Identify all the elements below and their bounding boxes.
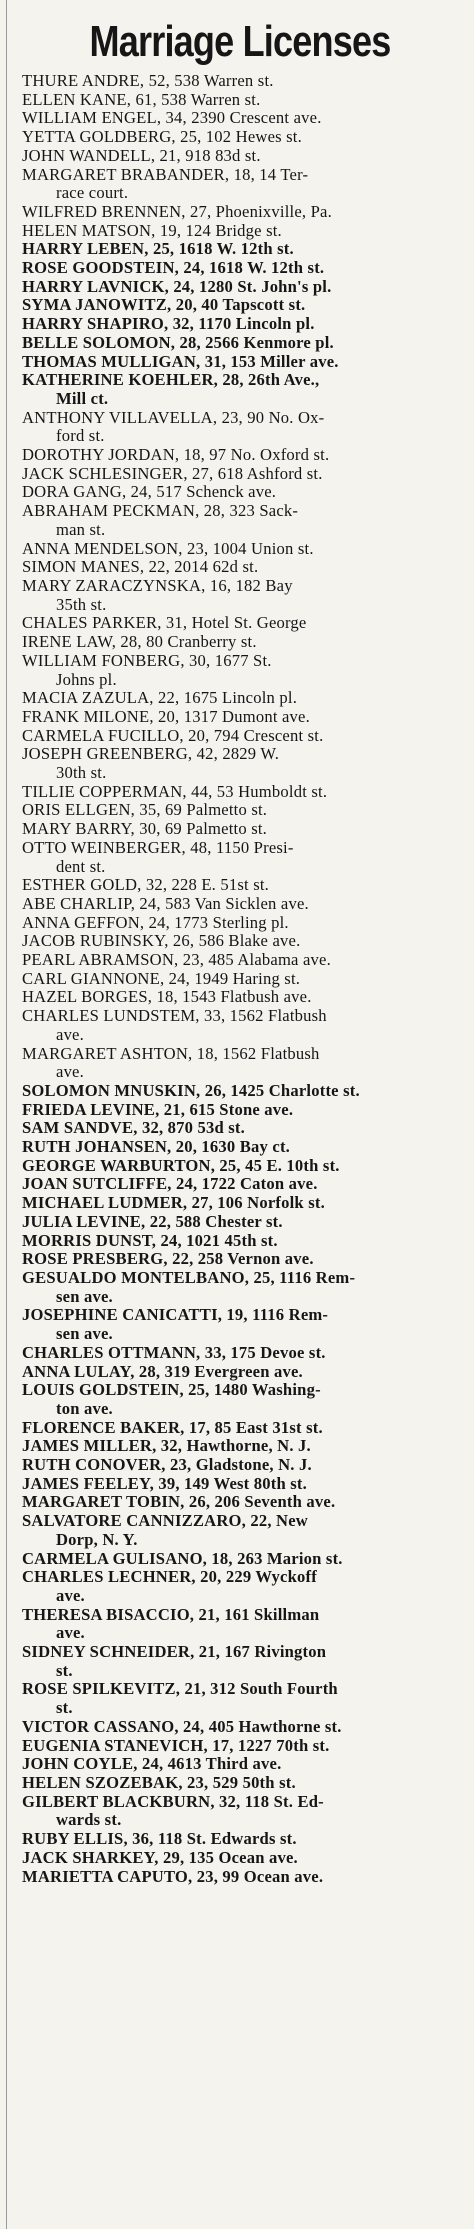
license-entry [22, 876, 466, 895]
entry-line: ANNA GEFFON, 24, 1773 Sterling pl. [22, 912, 289, 932]
entry-line: HARRY LEBEN, 25, 1618 W. 12th st. [22, 239, 294, 259]
entry-continuation: 30th st. [56, 763, 107, 783]
license-entry [22, 1606, 466, 1643]
license-entry [22, 540, 466, 559]
license-entry [22, 502, 466, 539]
entry-line: ELLEN KANE, 61, 538 Warren st. [22, 89, 261, 109]
license-entry [22, 1493, 466, 1512]
license-entry [22, 1680, 466, 1717]
entry-line: JOHN WANDELL, 21, 918 83d st. [22, 145, 261, 165]
license-entry [22, 446, 466, 465]
license-entry [22, 932, 466, 951]
license-entry [22, 222, 466, 241]
entry-line: MARY ZARACZYNSKA, 16, 182 Bay [22, 575, 293, 595]
license-entry [22, 278, 466, 297]
entry-line: SIDNEY SCHNEIDER, 21, 167 Rivington [22, 1642, 327, 1662]
entry-line: JOSEPHINE CANICATTI, 19, 1116 Rem- [22, 1305, 329, 1325]
entry-continuation: Dorp, N. Y. [56, 1529, 138, 1549]
entry-continuation: ton ave. [56, 1398, 113, 1418]
entry-line: CARMELA GULISANO, 18, 263 Marion st. [22, 1548, 343, 1568]
license-entry [22, 483, 466, 502]
entry-line: KATHERINE KOEHLER, 28, 26th Ave., [22, 370, 320, 390]
entry-continuation: ave. [56, 1623, 85, 1643]
entry-line: THERESA BISACCIO, 21, 161 Skillman [22, 1604, 320, 1624]
license-entry [22, 1082, 466, 1101]
license-entry [22, 652, 466, 689]
entry-line: MICHAEL LUDMER, 27, 106 Norfolk st. [22, 1193, 325, 1213]
entry-line: JOHN COYLE, 24, 4613 Third ave. [22, 1754, 282, 1774]
entry-line: WILLIAM ENGEL, 34, 2390 Crescent ave. [22, 108, 322, 128]
entry-continuation: sen ave. [56, 1324, 113, 1344]
license-entry [22, 315, 466, 334]
entry-line: MARY BARRY, 30, 69 Palmetto st. [22, 819, 268, 839]
license-entry [22, 1344, 466, 1363]
entry-continuation: dent st. [56, 856, 106, 876]
entry-continuation: ave. [56, 1024, 84, 1044]
entry-line: JAMES FEELEY, 39, 149 West 80th st. [22, 1473, 307, 1493]
license-entry [22, 371, 466, 408]
license-entry [22, 970, 466, 989]
license-entry [22, 558, 466, 577]
entry-line: HELEN SZOZEBAK, 23, 529 50th st. [22, 1772, 296, 1792]
license-entry [22, 1643, 466, 1680]
entry-line: YETTA GOLDBERG, 25, 102 Hewes st. [22, 127, 302, 147]
entry-line: THOMAS MULLIGAN, 31, 153 Miller ave. [22, 351, 339, 371]
license-entry [22, 1138, 466, 1157]
license-entry [22, 1419, 466, 1438]
entry-line: JULIA LEVINE, 22, 588 Chester st. [22, 1211, 283, 1231]
entry-line: ABRAHAM PECKMAN, 28, 323 Sack- [22, 501, 299, 521]
license-entry [22, 147, 466, 166]
license-entry [22, 614, 466, 633]
license-entry [22, 1718, 466, 1737]
entry-line: WILFRED BRENNEN, 27, Phoenixville, Pa. [22, 201, 332, 221]
entry-line: ROSE SPILKEVITZ, 21, 312 South Fourth [22, 1679, 338, 1699]
entry-line: OTTO WEINBERGER, 48, 1150 Presi- [22, 837, 294, 857]
entry-line: JAMES MILLER, 32, Hawthorne, N. J. [22, 1436, 311, 1456]
entry-line: VICTOR CASSANO, 24, 405 Hawthorne st. [22, 1716, 342, 1736]
license-entry [22, 109, 466, 128]
entry-continuation: Johns pl. [56, 669, 117, 689]
entry-line: CARL GIANNONE, 24, 1949 Haring st. [22, 968, 301, 988]
license-entry [22, 1306, 466, 1343]
license-entry [22, 1512, 466, 1549]
license-entry [22, 1793, 466, 1830]
entry-line: ABE CHARLIP, 24, 583 Van Sicklen ave. [22, 893, 309, 913]
entry-line: ESTHER GOLD, 32, 228 E. 51st st. [22, 875, 270, 895]
license-entry [22, 1045, 466, 1082]
license-entry [22, 988, 466, 1007]
entry-line: HELEN MATSON, 19, 124 Bridge st. [22, 220, 282, 240]
license-entry [22, 91, 466, 110]
license-entry [22, 633, 466, 652]
entry-continuation: st. [56, 1698, 73, 1718]
entry-line: IRENE LAW, 28, 80 Cranberry st. [22, 632, 257, 652]
entry-continuation: ford st. [56, 426, 105, 446]
entry-continuation: wards st. [56, 1810, 122, 1830]
entry-line: CHARLES LECHNER, 20, 229 Wyckoff [22, 1567, 317, 1587]
entry-line: GEORGE WARBURTON, 25, 45 E. 10th st. [22, 1155, 340, 1175]
entry-line: CHALES PARKER, 31, Hotel St. George [22, 613, 307, 633]
license-entry [22, 1568, 466, 1605]
license-entry [22, 1232, 466, 1251]
entry-line: JOSEPH GREENBERG, 42, 2829 W. [22, 744, 280, 764]
license-entry [22, 839, 466, 876]
license-entry [22, 203, 466, 222]
license-entry [22, 1194, 466, 1213]
license-entry [22, 1550, 466, 1569]
license-entry [22, 1101, 466, 1120]
license-entry [22, 166, 466, 203]
entry-line: MORRIS DUNST, 24, 1021 45th st. [22, 1230, 278, 1250]
entry-continuation: ave. [56, 1062, 84, 1082]
entry-line: DORA GANG, 24, 517 Schenck ave. [22, 482, 277, 502]
entry-line: THURE ANDRE, 52, 538 Warren st. [22, 71, 274, 90]
license-entry [22, 1868, 466, 1887]
page-title: Marriage Licenses [89, 17, 391, 66]
license-entry [22, 1437, 466, 1456]
license-entry [22, 727, 466, 746]
entry-line: GESUALDO MONTELBANO, 25, 1116 Rem- [22, 1268, 356, 1287]
entry-line: MARGARET BRABANDER, 18, 14 Ter- [22, 164, 309, 184]
license-entry [22, 895, 466, 914]
entry-line: ROSE PRESBERG, 22, 258 Vernon ave. [22, 1249, 314, 1269]
license-entry [22, 1119, 466, 1138]
entry-line: WILLIAM FONBERG, 30, 1677 St. [22, 650, 272, 670]
entry-line: LOUIS GOLDSTEIN, 25, 1480 Washing- [22, 1380, 321, 1400]
entry-line: CHARLES OTTMANN, 33, 175 Devoe st. [22, 1342, 326, 1362]
entry-line: SIMON MANES, 22, 2014 62d st. [22, 557, 259, 577]
entry-continuation: sen ave. [56, 1286, 113, 1306]
license-entry [22, 1849, 466, 1868]
entry-line: RUBY ELLIS, 36, 118 St. Edwards st. [22, 1829, 297, 1849]
entry-line: MACIA ZAZULA, 22, 1675 Lincoln pl. [22, 688, 298, 708]
license-entry [22, 1157, 466, 1176]
entry-line: CHARLES LUNDSTEM, 33, 1562 Flatbush [22, 1006, 327, 1026]
entry-line: SAM SANDVE, 32, 870 53d st. [22, 1118, 245, 1138]
license-entry [22, 72, 466, 91]
entry-line: JACK SCHLESINGER, 27, 618 Ashford st. [22, 463, 323, 483]
license-entry [22, 1381, 466, 1418]
license-entry [22, 296, 466, 315]
entry-line: JOAN SUTCLIFFE, 24, 1722 Caton ave. [22, 1174, 318, 1194]
license-entry [22, 1175, 466, 1194]
license-entry [22, 259, 466, 278]
entry-line: SALVATORE CANNIZZARO, 22, New [22, 1511, 308, 1531]
entry-line: TILLIE COPPERMAN, 44, 53 Humboldt st. [22, 781, 328, 801]
entry-line: JACOB RUBINSKY, 26, 586 Blake ave. [22, 931, 301, 951]
entry-continuation: Mill ct. [56, 388, 109, 408]
entry-line: CARMELA FUCILLO, 20, 794 Crescent st. [22, 725, 324, 745]
entry-line: ANNA LULAY, 28, 319 Evergreen ave. [22, 1361, 303, 1381]
license-list [14, 72, 466, 1886]
license-entry [22, 1363, 466, 1382]
license-entry [22, 1213, 466, 1232]
license-entry [22, 708, 466, 727]
entry-line: SOLOMON MNUSKIN, 26, 1425 Charlotte st. [22, 1080, 360, 1100]
license-entry [22, 1755, 466, 1774]
license-entry [22, 1830, 466, 1849]
license-entry [22, 409, 466, 446]
license-entry [22, 951, 466, 970]
entry-continuation: man st. [56, 519, 106, 539]
license-entry [22, 1269, 466, 1306]
license-entry [22, 820, 466, 839]
entry-line: ANNA MENDELSON, 23, 1004 Union st. [22, 538, 314, 558]
entry-line: GILBERT BLACKBURN, 32, 118 St. Ed- [22, 1791, 324, 1811]
column-rule [6, 0, 7, 2229]
license-entry [22, 689, 466, 708]
entry-line: MARIETTA CAPUTO, 23, 99 Ocean ave. [22, 1866, 324, 1886]
license-entry [22, 577, 466, 614]
entry-line: HARRY LAVNICK, 24, 1280 St. John's pl. [22, 276, 332, 296]
license-entry [22, 240, 466, 259]
entry-line: RUTH JOHANSEN, 20, 1630 Bay ct. [22, 1137, 291, 1157]
license-entry [22, 1737, 466, 1756]
entry-line: MARGARET TOBIN, 26, 206 Seventh ave. [22, 1492, 336, 1512]
entry-continuation: 35th st. [56, 594, 107, 614]
entry-line: FLORENCE BAKER, 17, 85 East 31st st. [22, 1417, 323, 1437]
license-entry [22, 1250, 466, 1269]
entry-continuation: race court. [56, 183, 129, 203]
license-entry [22, 745, 466, 782]
license-entry [22, 801, 466, 820]
entry-line: ROSE GOODSTEIN, 24, 1618 W. 12th st. [22, 258, 325, 278]
entry-line: JACK SHARKEY, 29, 135 Ocean ave. [22, 1847, 298, 1867]
entry-continuation: ave. [56, 1585, 85, 1605]
entry-line: HAZEL BORGES, 18, 1543 Flatbush ave. [22, 987, 312, 1007]
entry-line: RUTH CONOVER, 23, Gladstone, N. J. [22, 1455, 312, 1475]
entry-line: ORIS ELLGEN, 35, 69 Palmetto st. [22, 800, 268, 820]
entry-line: FRIEDA LEVINE, 21, 615 Stone ave. [22, 1099, 294, 1119]
entry-line: HARRY SHAPIRO, 32, 1170 Lincoln pl. [22, 314, 315, 334]
license-entry [22, 914, 466, 933]
license-entry [22, 128, 466, 147]
license-entry [22, 1774, 466, 1793]
license-entry [22, 465, 466, 484]
license-entry [22, 1475, 466, 1494]
license-entry [22, 334, 466, 353]
entry-line: ANTHONY VILLAVELLA, 23, 90 No. Ox- [22, 407, 325, 427]
entry-line: PEARL ABRAMSON, 23, 485 Alabama ave. [22, 950, 331, 970]
license-entry [22, 783, 466, 802]
license-entry [22, 1456, 466, 1475]
license-entry [22, 1007, 466, 1044]
entry-continuation: st. [56, 1660, 73, 1680]
entry-line: MARGARET ASHTON, 18, 1562 Flatbush [22, 1043, 320, 1063]
license-entry [22, 353, 466, 372]
entry-line: SYMA JANOWITZ, 20, 40 Tapscott st. [22, 295, 306, 315]
entry-line: EUGENIA STANEVICH, 17, 1227 70th st. [22, 1735, 330, 1755]
entry-line: FRANK MILONE, 20, 1317 Dumont ave. [22, 706, 310, 726]
entry-line: DOROTHY JORDAN, 18, 97 No. Oxford st. [22, 445, 330, 465]
entry-line: BELLE SOLOMON, 28, 2566 Kenmore pl. [22, 332, 334, 352]
